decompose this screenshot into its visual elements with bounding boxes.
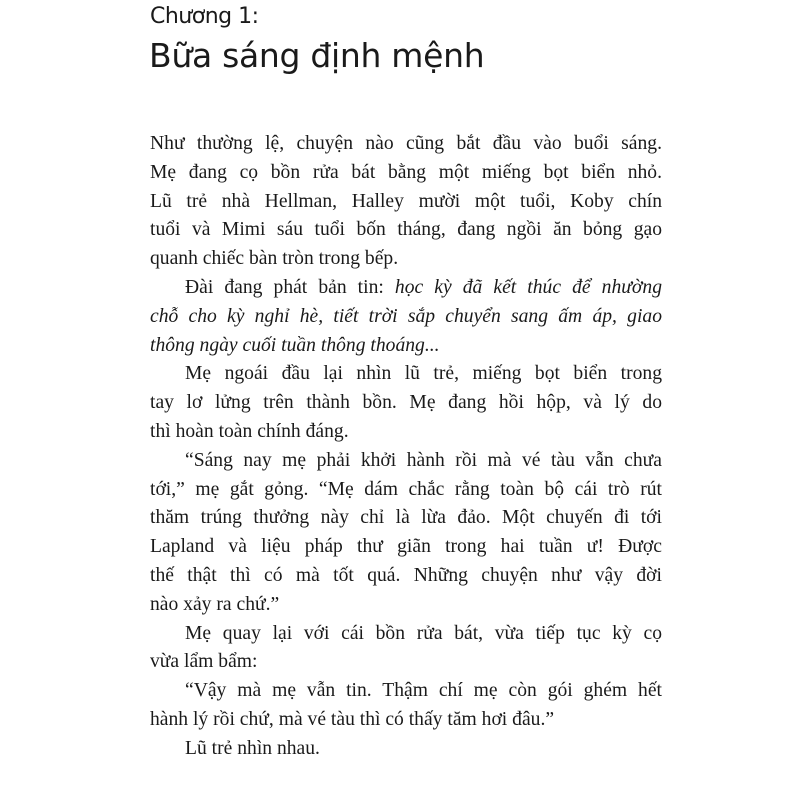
text-line: tay lơ lửng trên thành bồn. Mẹ đang hồi hộp, và lý do: [150, 392, 662, 414]
paragraph-6: [150, 677, 662, 735]
text-line: quanh chiếc bàn tròn trong bếp.: [150, 248, 399, 270]
paragraph-4: [150, 447, 662, 620]
bulletin-text: học kỳ đã kết thúc để nhường: [394, 276, 662, 298]
text-line: hành lý rồi chứ, mà vé tàu thì có thấy tăm hơi đâu.”: [150, 708, 555, 730]
text-line: Mẹ quay lại với cái bồn rửa bát, vừa tiếp tục kỳ cọ: [185, 622, 662, 644]
text-line: thì hoàn toàn chính đáng.: [150, 420, 349, 442]
text-line: thăm trúng thưởng này chỉ là lừa đảo. Một chuyến đi tới: [150, 507, 662, 529]
text-line: thế thật thì có mà tốt quá. Những chuyện như vậy đời: [150, 564, 662, 586]
text-line: Lũ trẻ nhìn nhau.: [185, 737, 320, 759]
text-line: Như thường lệ, chuyện nào cũng bắt đầu vào buổi sáng.: [150, 133, 662, 154]
chapter-label: Chương 1:: [150, 4, 259, 29]
text-line: Mẹ ngoái đầu lại nhìn lũ trẻ, miếng bọt biển trong: [185, 363, 662, 385]
text-line: “Sáng nay mẹ phải khởi hành rồi mà vé tàu vẫn chưa: [185, 449, 662, 471]
text-line: Lapland và liệu pháp thư giãn trong hai tuần ư! Được: [150, 536, 662, 558]
bulletin-text: chỗ cho kỳ nghỉ hè, tiết trời sắp chuyển sang ấm áp, giao: [150, 305, 662, 327]
text-line: Mẹ đang cọ bồn rửa bát bằng một miếng bọt biển nhỏ.: [150, 161, 662, 183]
paragraph-1: [150, 130, 662, 274]
bulletin-text: thông ngày cuối tuần thông thoáng...: [150, 334, 440, 356]
paragraph-5: [150, 620, 662, 678]
text-line: tuổi và Mimi sáu tuổi bốn tháng, đang ngồi ăn bỏng gạo: [150, 219, 662, 241]
chapter-body: [150, 130, 662, 764]
text-line: nào xảy ra chứ.”: [150, 593, 280, 615]
paragraph-7: [150, 735, 662, 764]
paragraph-3: [150, 360, 662, 446]
paragraph-2: [150, 274, 662, 360]
text-line: [150, 274, 662, 303]
text-line: tới,” mẹ gắt gỏng. “Mẹ dám chắc rằng toàn bộ cái trò rút: [150, 478, 662, 500]
bulletin-lead: Đài đang phát bản tin:: [185, 276, 395, 298]
text-line: “Vậy mà mẹ vẫn tin. Thậm chí mẹ còn gói ghém hết: [185, 680, 662, 702]
chapter-title: Bữa sáng định mệnh: [149, 36, 485, 75]
text-line: vừa lẩm bẩm:: [150, 651, 258, 673]
text-line: Lũ trẻ nhà Hellman, Halley mười một tuổi, Koby chín: [150, 190, 662, 212]
